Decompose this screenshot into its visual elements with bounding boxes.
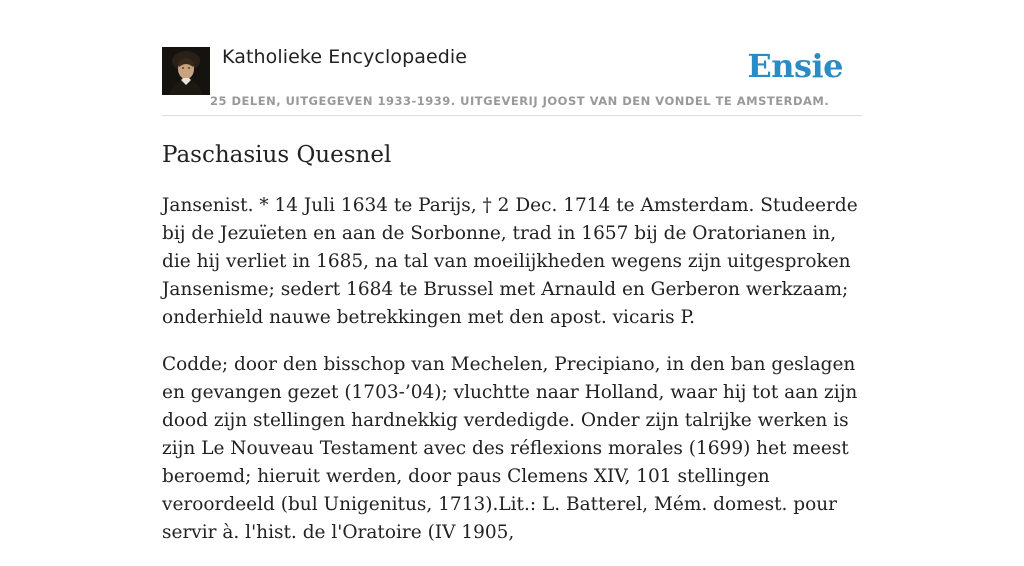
header [162,0,862,116]
page [162,0,862,543]
article-title: Paschasius Quesnel [162,142,392,168]
source-title[interactable]: Katholieke Encyclopaedie [222,46,468,68]
source-subtitle: 25 DELEN, UITGEGEVEN 1933-1939. UITGEVERIJ JOOST VAN DEN VONDEL TE AMSTERDAM. [210,94,830,108]
brand-logo[interactable]: Ensie [747,47,843,85]
article-paragraph: Jansenist. * 14 Juli 1634 te Parijs, † 2 Dec. 1714 te Amsterdam. Studeerde bij de Jezuïeten en aan de Sorbonne, trad in 1657 bij de Oratorianen in, die hij verliet in 1685, na tal van moeilijkheden wegens zijn uitgesproken Jansenisme; sedert 1684 te Brussel met Arnauld en Gerberon werkzaam; onderhield nauwe betrekkingen met den apost. vicaris P. [162,195,858,328]
article-paragraph: Codde; door den bisschop van Mechelen, Precipiano, in den ban geslagen en gevangen gezet (1703-’04); vluchtte naar Holland, waar hij tot aan zijn dood zijn stellingen hardnekkig verdedigde. Onder zijn talrijke werken is zijn Le Nouveau Testament avec des réflexions morales (1699) het meest beroemd; hieruit werden, door paus Clemens XIV, 101 stellingen veroordeeld (bul Unigenitus, 1713).Lit.: L. Batterel, Mém. domest. pour servir à. l'hist. de l'Oratoire (IV 1905, [162,354,858,543]
article-body [162,192,862,566]
portrait-avatar-icon [162,47,210,95]
source-avatar[interactable] [162,47,210,95]
